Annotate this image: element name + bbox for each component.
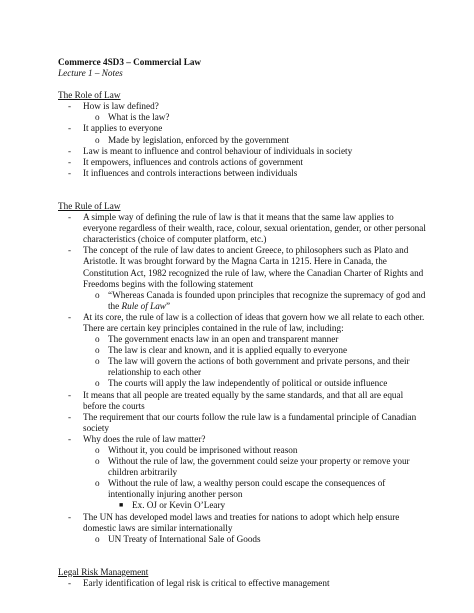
list-item-text: Without it, you could be imprisoned without reason — [108, 445, 298, 455]
dash-bullet: - — [68, 145, 72, 156]
list-item — [58, 245, 428, 289]
list-item — [58, 334, 428, 345]
list-item-text: The requirement that our courts follow the rule law is a fundamental principle of Canadian society — [83, 411, 417, 433]
list-item — [58, 445, 428, 456]
circle-bullet: o — [95, 112, 100, 123]
dash-bullet: - — [68, 389, 72, 400]
list-item — [58, 478, 428, 500]
circle-bullet: o — [95, 356, 100, 367]
circle-bullet: o — [95, 334, 100, 345]
section-heading-role-of-law: The Role of Law — [58, 90, 121, 101]
list-item — [58, 412, 428, 434]
dash-bullet: - — [68, 433, 72, 444]
list-item-text: Law is meant to influence and control behaviour of individuals in society — [83, 145, 353, 156]
dash-bullet: - — [68, 511, 72, 522]
list-item — [58, 512, 428, 534]
list-item-text: Without the rule of law, the government could seize your property or remove your children arbitrarily — [108, 456, 410, 478]
circle-bullet: o — [95, 445, 100, 455]
list-item — [58, 157, 428, 168]
dash-bullet: - — [68, 245, 72, 256]
document-subtitle: Lecture 1 – Notes — [58, 68, 123, 79]
list-item-text: Ex. OJ or Kevin O’Leary — [132, 500, 226, 511]
charter-quote-italic: Rule of Law — [121, 300, 166, 311]
list-item — [58, 390, 428, 412]
dash-bullet: - — [68, 577, 72, 588]
list-item — [58, 578, 428, 589]
list-item-text: Early identification of legal risk is critical to effective management — [83, 577, 330, 588]
list-item-text: It influences and controls interactions between individuals — [83, 167, 298, 178]
list-item — [58, 434, 428, 445]
list-item-text: What is the law? — [108, 112, 170, 123]
circle-bullet: o — [95, 345, 100, 356]
list-item — [58, 456, 428, 478]
charter-quote-end: ” — [165, 300, 171, 311]
list-item-text: It empowers, influences and controls actions of government — [83, 156, 303, 167]
charter-quote-start: “Whereas Canada is founded upon principles that recognize the supremacy of god and the — [108, 289, 426, 311]
circle-bullet: o — [95, 456, 100, 467]
list-item-text: It applies to everyone — [83, 123, 163, 134]
list-item-text: A simple way of defining the rule of law is that it means that the same law applies to everyone regardless of their wealth, race, colour, sexual orientation, gender, or other personal characteristics (choice of computer platform, etc.) — [83, 212, 426, 245]
dash-bullet: - — [68, 156, 72, 167]
dash-bullet: - — [68, 411, 72, 422]
dash-bullet: - — [68, 101, 72, 112]
list-item-text: The law is clear and known, and it is applied equally to everyone — [108, 345, 348, 356]
circle-bullet: o — [95, 533, 100, 544]
list-item-text: Without the rule of law, a wealthy person could escape the consequences of intentionally injuring another person — [108, 478, 386, 500]
document-body — [58, 57, 428, 589]
list-item — [58, 112, 428, 123]
dash-bullet: - — [68, 212, 72, 223]
list-item — [58, 356, 428, 378]
list-item — [58, 312, 428, 334]
list-item — [58, 345, 428, 356]
list-item — [58, 290, 428, 312]
circle-bullet: o — [95, 134, 100, 145]
list-item — [58, 168, 428, 179]
dash-bullet: - — [68, 167, 72, 178]
list-item-text: The law will govern the actions of both government and private persons, and their relationship to each other — [108, 356, 410, 378]
list-item-text: The courts will apply the law independently of political or outside influence — [108, 378, 388, 389]
list-item-text: Made by legislation, enforced by the government — [108, 134, 289, 145]
list-item-text: UN Treaty of International Sale of Goods — [108, 533, 261, 544]
section-heading-legal-risk-management: Legal Risk Management — [58, 566, 149, 577]
circle-bullet: o — [95, 289, 100, 300]
list-item — [58, 101, 428, 112]
list-item-text: The UN has developed model laws and treaties for nations to adopt which help ensure domestic laws are similar internationally — [83, 511, 400, 533]
list-item-text: Why does the rule of law matter? — [83, 433, 206, 444]
list-item — [58, 123, 428, 134]
circle-bullet: o — [95, 378, 100, 389]
list-item — [58, 146, 428, 157]
circle-bullet: o — [95, 478, 100, 489]
list-item-text: How is law defined? — [83, 101, 159, 112]
list-item — [58, 534, 428, 545]
document-title: Commerce 4SD3 – Commercial Law — [58, 57, 202, 67]
list-item — [58, 212, 428, 245]
list-item — [58, 378, 428, 389]
list-item-text: The concept of the rule of law dates to ancient Greece, to philosophers such as Plato and Aristotle. It was brought forward by the Magna Carta in 1215. Here in Canada, the Constitution Act, 1982 recognized the rule of law, where the Canadian Charter of Rights and Freedoms begins with the following statement — [83, 245, 424, 289]
dash-bullet: - — [68, 311, 72, 322]
section-heading-rule-of-law: The Rule of Law — [58, 200, 121, 211]
square-bullet: ■ — [119, 501, 124, 510]
list-item — [58, 500, 428, 511]
list-item-text: It means that all people are treated equally by the same standards, and that all are equal before the courts — [83, 389, 404, 411]
list-item — [58, 135, 428, 146]
list-item-text: At its core, the rule of law is a collection of ideas that govern how we all relate to each other. There are certain key principles contained in the rule of law, including: — [83, 311, 425, 333]
dash-bullet: - — [68, 123, 72, 134]
list-item-text: The government enacts law in an open and transparent manner — [108, 334, 339, 345]
